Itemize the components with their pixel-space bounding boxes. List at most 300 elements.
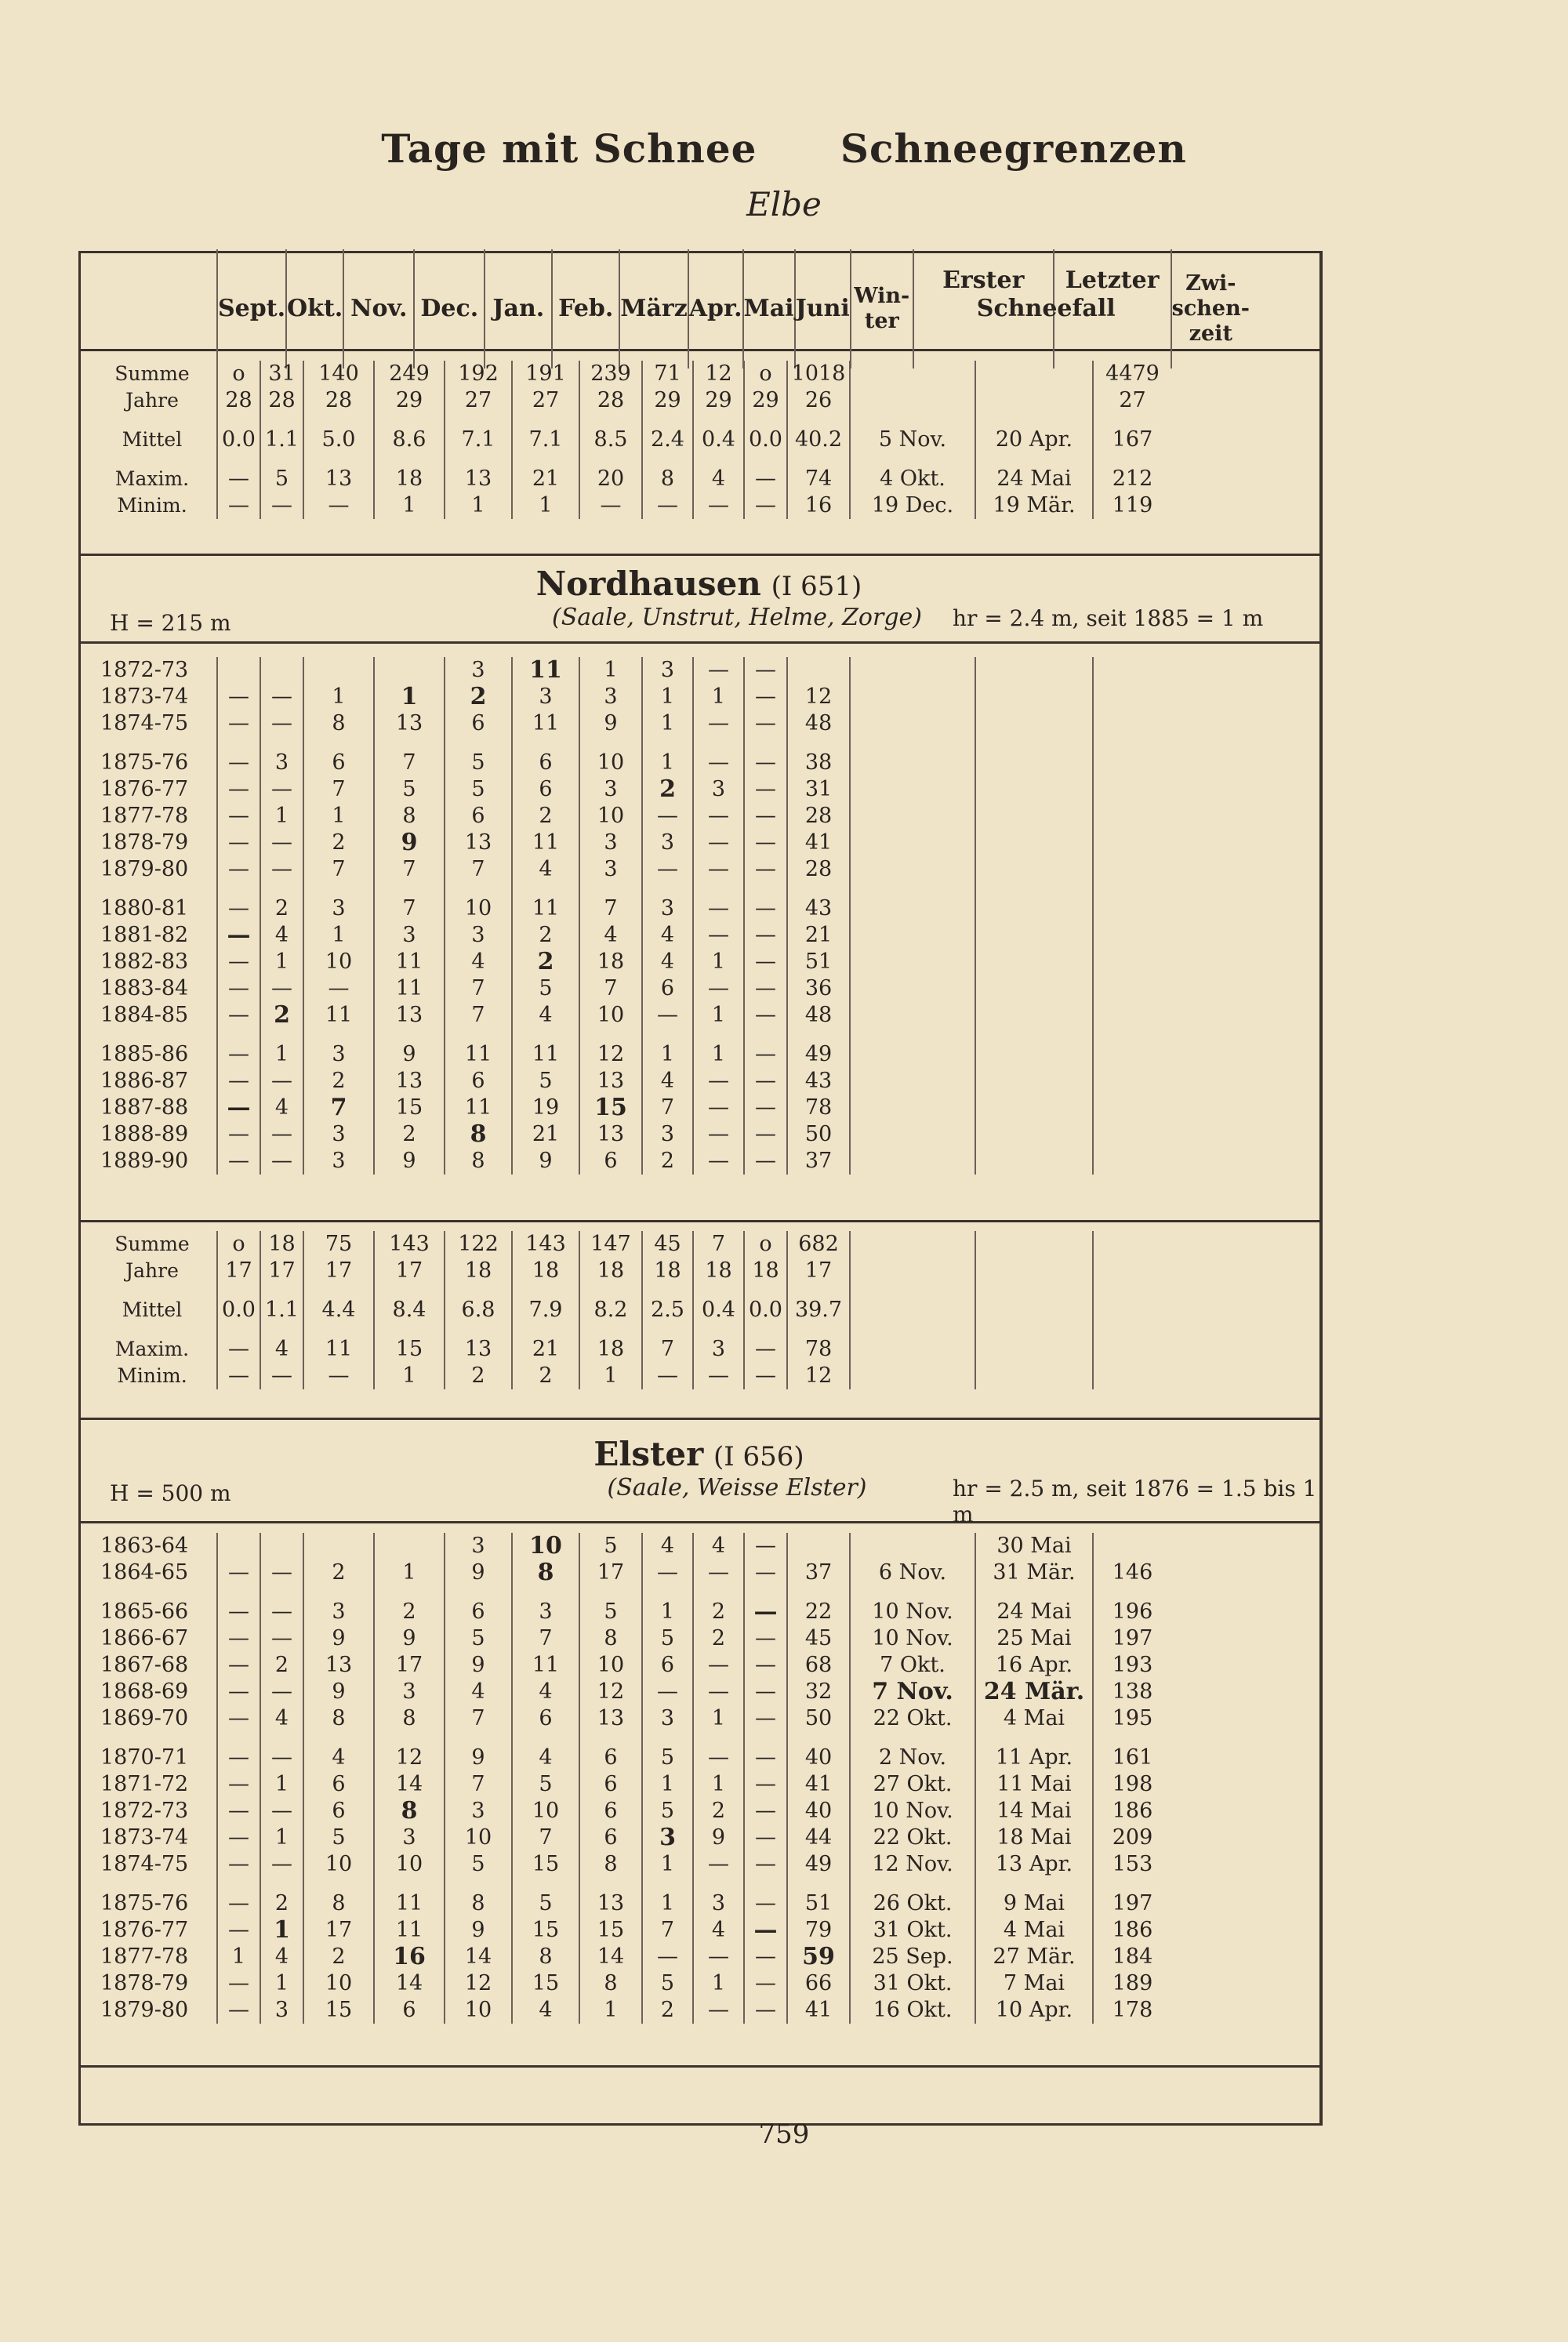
cell: — <box>260 1599 303 1625</box>
table-row <box>88 856 1171 883</box>
cell: 6 <box>512 1705 579 1732</box>
cell: — <box>303 975 374 1002</box>
cell: 7 <box>642 1336 693 1363</box>
station-height: H = 500 m <box>110 1480 231 1506</box>
cell: 7 <box>303 776 374 803</box>
gap-cell <box>642 1586 693 1599</box>
empty-cell <box>850 1336 975 1363</box>
cell: 8 <box>512 1560 579 1586</box>
cell: 9 <box>445 1652 512 1679</box>
empty-cell <box>975 803 1093 830</box>
cell: 0.0 <box>744 1297 787 1324</box>
cell: 15 <box>374 1095 445 1121</box>
cell: 0.4 <box>693 427 744 453</box>
cell: 1 <box>642 710 693 737</box>
gap-cell <box>260 737 303 750</box>
cell: 15 <box>579 1917 642 1944</box>
cell: 191 <box>512 361 579 387</box>
gap-cell <box>374 453 445 466</box>
cell: 8 <box>445 1148 512 1175</box>
cell <box>260 1533 303 1560</box>
cell: — <box>217 1002 260 1029</box>
cell: 4 <box>512 1679 579 1705</box>
gap-cell <box>975 1029 1093 1041</box>
empty-cell <box>975 922 1093 949</box>
cell: 78 <box>787 1095 850 1121</box>
cell: — <box>217 1336 260 1363</box>
gap-cell <box>744 1586 787 1599</box>
gap-cell <box>787 1324 850 1336</box>
gap-cell <box>260 453 303 466</box>
cell: 11 <box>374 949 445 975</box>
cell: 14 <box>445 1944 512 1970</box>
cell: — <box>217 922 260 949</box>
cell: 31 Mär. <box>975 1560 1093 1586</box>
cell: 4 <box>303 1745 374 1771</box>
cell: 1 <box>260 803 303 830</box>
row-label: 1873-74 <box>100 684 189 709</box>
cell: 4 <box>642 949 693 975</box>
table-row <box>88 1825 1171 1851</box>
cell: 50 <box>787 1121 850 1148</box>
cell: 122 <box>445 1231 512 1258</box>
empty-cell <box>975 1363 1093 1389</box>
row-label: 1878-79 <box>100 1971 189 1995</box>
cell: 6.8 <box>445 1297 512 1324</box>
cell: 5 <box>260 466 303 492</box>
cell: 51 <box>787 949 850 975</box>
cell: — <box>217 1599 260 1625</box>
cell: 1 <box>260 949 303 975</box>
cell: o <box>744 1231 787 1258</box>
cell: 24 Mai <box>975 466 1093 492</box>
gap-cell <box>1093 1586 1171 1599</box>
empty-cell <box>850 1121 975 1148</box>
cell: 11 <box>445 1041 512 1068</box>
title-snow-days: Tage mit Schnee <box>381 125 757 172</box>
cell: 1018 <box>787 361 850 387</box>
gap-cell <box>642 1029 693 1041</box>
table-row <box>88 1041 1171 1068</box>
gap-cell <box>217 1586 260 1599</box>
cell: 4 <box>642 922 693 949</box>
cell: 1 <box>693 684 744 710</box>
cell: 119 <box>1093 492 1171 519</box>
cell: 10 <box>579 1652 642 1679</box>
cell: — <box>744 1041 787 1068</box>
rule <box>78 641 1319 644</box>
cell: 8 <box>303 1890 374 1917</box>
cell: 4 <box>260 1336 303 1363</box>
cell: — <box>693 830 744 856</box>
cell: 9 <box>374 1041 445 1068</box>
cell: 18 <box>512 1258 579 1284</box>
page-title <box>0 125 1568 172</box>
empty-cell <box>975 1258 1093 1284</box>
cell: — <box>260 1851 303 1878</box>
table-row <box>88 803 1171 830</box>
gap-cell <box>88 1586 217 1599</box>
cell: 29 <box>693 387 744 414</box>
empty-cell <box>1093 803 1171 830</box>
cell: 29 <box>374 387 445 414</box>
cell: 19 Mär. <box>975 492 1093 519</box>
cell: 26 Okt. <box>850 1890 975 1917</box>
table-row <box>88 895 1171 922</box>
row-label: Summe <box>114 1233 190 1255</box>
cell: 1 <box>374 1560 445 1586</box>
row-gap <box>88 453 1171 466</box>
cell: 2 <box>512 803 579 830</box>
gap-cell <box>744 737 787 750</box>
cell: 45 <box>787 1625 850 1652</box>
cell: 11 <box>374 1917 445 1944</box>
gap-cell <box>787 1029 850 1041</box>
table-row <box>88 1297 1171 1324</box>
cell: — <box>260 776 303 803</box>
cell: 2 <box>260 1890 303 1917</box>
cell: 13 <box>579 1890 642 1917</box>
cell: 2.5 <box>642 1297 693 1324</box>
table-row <box>88 1121 1171 1148</box>
cell: 11 <box>512 657 579 684</box>
cell: 2 <box>374 1599 445 1625</box>
cell: — <box>642 1002 693 1029</box>
gap-cell <box>693 453 744 466</box>
row-label: Minim. <box>117 1364 187 1387</box>
gap-cell <box>642 453 693 466</box>
cell: 147 <box>579 1231 642 1258</box>
cell: 16 Okt. <box>850 1997 975 2024</box>
row-label: Summe <box>114 362 190 385</box>
cell: — <box>217 803 260 830</box>
cell <box>374 1533 445 1560</box>
table-row <box>88 1363 1171 1389</box>
cell: 5 <box>579 1533 642 1560</box>
gap-cell <box>88 414 217 427</box>
cell: 1 <box>693 1002 744 1029</box>
cell: — <box>744 922 787 949</box>
row-gap <box>88 1732 1171 1745</box>
row-label: 1879-80 <box>100 857 189 881</box>
gap-cell <box>303 1878 374 1890</box>
cell: 43 <box>787 895 850 922</box>
gap-cell <box>579 1284 642 1297</box>
cell: 31 Okt. <box>850 1917 975 1944</box>
gap-cell <box>579 1029 642 1041</box>
cell: 29 <box>642 387 693 414</box>
cell: 18 <box>579 949 642 975</box>
gap-cell <box>303 1586 374 1599</box>
cell: 20 <box>579 466 642 492</box>
cell: 36 <box>787 975 850 1002</box>
cell: 8 <box>579 1851 642 1878</box>
row-label: 1875-76 <box>100 1891 189 1915</box>
gap-cell <box>579 1586 642 1599</box>
cell: 7.9 <box>512 1297 579 1324</box>
cell: 14 <box>374 1771 445 1798</box>
cell <box>975 361 1093 387</box>
gap-cell <box>642 883 693 895</box>
cell: — <box>217 949 260 975</box>
empty-cell <box>975 975 1093 1002</box>
cell: 10 Apr. <box>975 1997 1093 2024</box>
cell: — <box>693 803 744 830</box>
cell: — <box>260 856 303 883</box>
cell: 37 <box>787 1148 850 1175</box>
cell: 25 Sep. <box>850 1944 975 1970</box>
cell: 18 <box>579 1336 642 1363</box>
empty-cell <box>975 856 1093 883</box>
cell <box>1093 1533 1171 1560</box>
cell: — <box>744 975 787 1002</box>
elster-yearly-table <box>88 1533 1171 2024</box>
gap-cell <box>975 1732 1093 1745</box>
empty-cell <box>850 1148 975 1175</box>
gap-cell <box>217 1732 260 1745</box>
cell: 10 Nov. <box>850 1599 975 1625</box>
gap-cell <box>512 737 579 750</box>
station-name-text: Nordhausen <box>535 565 761 603</box>
gap-cell <box>1093 1878 1171 1890</box>
cell: 2 <box>445 684 512 710</box>
cell: — <box>744 776 787 803</box>
cell: — <box>260 492 303 519</box>
cell: 6 <box>445 1068 512 1095</box>
station-code: (I 656) <box>713 1441 804 1472</box>
cell: 3 <box>303 895 374 922</box>
table-row <box>88 830 1171 856</box>
empty-cell <box>1093 1336 1171 1363</box>
cell: — <box>744 750 787 776</box>
cell: 4 <box>445 1679 512 1705</box>
cell: 13 <box>579 1705 642 1732</box>
cell: — <box>217 1095 260 1121</box>
gap-cell <box>260 414 303 427</box>
row-label: 1881-82 <box>100 923 189 947</box>
cell: — <box>217 1997 260 2024</box>
cell: — <box>217 1825 260 1851</box>
cell: 143 <box>512 1231 579 1258</box>
cell: 3 <box>693 1336 744 1363</box>
cell: 3 <box>303 1041 374 1068</box>
gap-cell <box>260 1029 303 1041</box>
cell <box>217 657 260 684</box>
cell: 8 <box>642 466 693 492</box>
gap-cell <box>303 883 374 895</box>
gap-cell <box>374 1029 445 1041</box>
gap-cell <box>88 453 217 466</box>
cell: 2 <box>260 1002 303 1029</box>
gap-cell <box>975 414 1093 427</box>
cell: 4 <box>512 856 579 883</box>
gap-cell <box>850 453 975 466</box>
cell: 209 <box>1093 1825 1171 1851</box>
gap-cell <box>744 1732 787 1745</box>
table-row <box>88 1231 1171 1258</box>
cell: 7 <box>642 1917 693 1944</box>
cell: 13 <box>374 1068 445 1095</box>
empty-cell <box>1093 710 1171 737</box>
gap-cell <box>303 1324 374 1336</box>
cell: — <box>693 710 744 737</box>
gap-cell <box>374 1324 445 1336</box>
cell: 31 <box>787 776 850 803</box>
cell: 6 <box>445 1599 512 1625</box>
cell: — <box>217 1970 260 1997</box>
gap-cell <box>642 1284 693 1297</box>
gap-cell <box>579 737 642 750</box>
station-rivers: (Saale, Unstrut, Helme, Zorge) <box>552 604 922 631</box>
cell: 10 <box>445 1997 512 2024</box>
cell: 11 <box>303 1002 374 1029</box>
gap-cell <box>374 1586 445 1599</box>
row-label: 1870-71 <box>100 1745 189 1770</box>
cell: 37 <box>787 1560 850 1586</box>
gap-cell <box>445 883 512 895</box>
cell: — <box>744 1002 787 1029</box>
cell: 1 <box>693 1970 744 1997</box>
gap-cell <box>260 1878 303 1890</box>
cell: — <box>744 1336 787 1363</box>
cell: 24 Mai <box>975 1599 1093 1625</box>
gap-cell <box>374 737 445 750</box>
cell: — <box>217 776 260 803</box>
cell: 74 <box>787 466 850 492</box>
empty-cell <box>975 949 1093 975</box>
row-label: Mittel <box>122 1298 183 1321</box>
cell: 249 <box>374 361 445 387</box>
gap-cell <box>512 1586 579 1599</box>
gap-cell <box>787 1284 850 1297</box>
cell: 14 Mai <box>975 1798 1093 1825</box>
cell: 28 <box>787 856 850 883</box>
empty-cell <box>1093 1068 1171 1095</box>
empty-cell <box>850 1095 975 1121</box>
cell: 197 <box>1093 1890 1171 1917</box>
cell: 10 <box>303 1851 374 1878</box>
empty-cell <box>850 750 975 776</box>
cell: 4 <box>260 1705 303 1732</box>
cell: 13 <box>303 466 374 492</box>
cell: 0.0 <box>744 427 787 453</box>
empty-cell <box>975 1041 1093 1068</box>
row-label: 1889-90 <box>100 1149 189 1173</box>
empty-cell <box>850 803 975 830</box>
row-label: Maxim. <box>114 1338 190 1360</box>
cell: 2 <box>512 922 579 949</box>
cell: 17 <box>303 1917 374 1944</box>
empty-cell <box>975 1095 1093 1121</box>
cell: 7 <box>512 1825 579 1851</box>
cell: 16 Apr. <box>975 1652 1093 1679</box>
row-label: Maxim. <box>114 467 190 490</box>
cell: 22 <box>787 1599 850 1625</box>
nordhausen-summary-table <box>88 1231 1171 1389</box>
cell: 41 <box>787 1997 850 2024</box>
cell: 41 <box>787 830 850 856</box>
col-nov: Nov. <box>343 249 414 369</box>
gap-cell <box>975 1284 1093 1297</box>
table-row <box>88 1533 1171 1560</box>
gap-cell <box>88 883 217 895</box>
cell: 13 <box>374 1002 445 1029</box>
cell: — <box>217 710 260 737</box>
cell: 27 Mär. <box>975 1944 1093 1970</box>
cell: 7.1 <box>512 427 579 453</box>
cell: 2 <box>260 1652 303 1679</box>
empty-cell <box>975 750 1093 776</box>
cell <box>850 1533 975 1560</box>
cell: — <box>217 1705 260 1732</box>
cell: 28 <box>579 387 642 414</box>
cell: 6 <box>579 1148 642 1175</box>
cell: 5 Nov. <box>850 427 975 453</box>
cell: — <box>744 1705 787 1732</box>
cell: 13 Apr. <box>975 1851 1093 1878</box>
cell: 10 <box>512 1798 579 1825</box>
gap-cell <box>445 1284 512 1297</box>
cell: — <box>217 830 260 856</box>
cell: 1.1 <box>260 1297 303 1324</box>
page-number: 759 <box>758 2119 810 2150</box>
cell: 12 <box>579 1041 642 1068</box>
empty-cell <box>850 1363 975 1389</box>
cell: 12 <box>787 684 850 710</box>
cell: — <box>642 1679 693 1705</box>
empty-cell <box>1093 856 1171 883</box>
gap-cell <box>975 1324 1093 1336</box>
cell: 12 Nov. <box>850 1851 975 1878</box>
table-row <box>88 1890 1171 1917</box>
cell: 9 <box>374 830 445 856</box>
cell: 9 <box>579 710 642 737</box>
cell: 5 <box>642 1798 693 1825</box>
cell: 4.4 <box>303 1297 374 1324</box>
cell: 7 Okt. <box>850 1652 975 1679</box>
cell: 1 <box>642 1599 693 1625</box>
cell: 6 <box>374 1997 445 2024</box>
col-winter: Win-ter <box>851 249 913 369</box>
gap-cell <box>975 1586 1093 1599</box>
cell: 17 <box>303 1258 374 1284</box>
gap-cell <box>975 453 1093 466</box>
cell: 3 <box>303 1599 374 1625</box>
gap-cell <box>787 883 850 895</box>
station-height: H = 215 m <box>110 610 231 636</box>
empty-cell <box>975 1231 1093 1258</box>
gap-cell <box>579 453 642 466</box>
cell: 7 <box>579 975 642 1002</box>
row-label: 1880-81 <box>100 896 189 920</box>
row-gap <box>88 414 1171 427</box>
gap-cell <box>693 414 744 427</box>
cell: 1 <box>445 492 512 519</box>
cell: — <box>260 710 303 737</box>
row-label: Minim. <box>117 494 187 517</box>
cell: 10 <box>303 949 374 975</box>
gap-cell <box>512 1878 579 1890</box>
gap-cell <box>975 883 1093 895</box>
cell: 2 <box>374 1121 445 1148</box>
empty-cell <box>850 1002 975 1029</box>
cell: 7 <box>445 856 512 883</box>
cell: 6 <box>579 1825 642 1851</box>
cell: 3 <box>693 1890 744 1917</box>
cell: 5 <box>512 975 579 1002</box>
cell: — <box>693 1851 744 1878</box>
cell: 3 <box>579 830 642 856</box>
